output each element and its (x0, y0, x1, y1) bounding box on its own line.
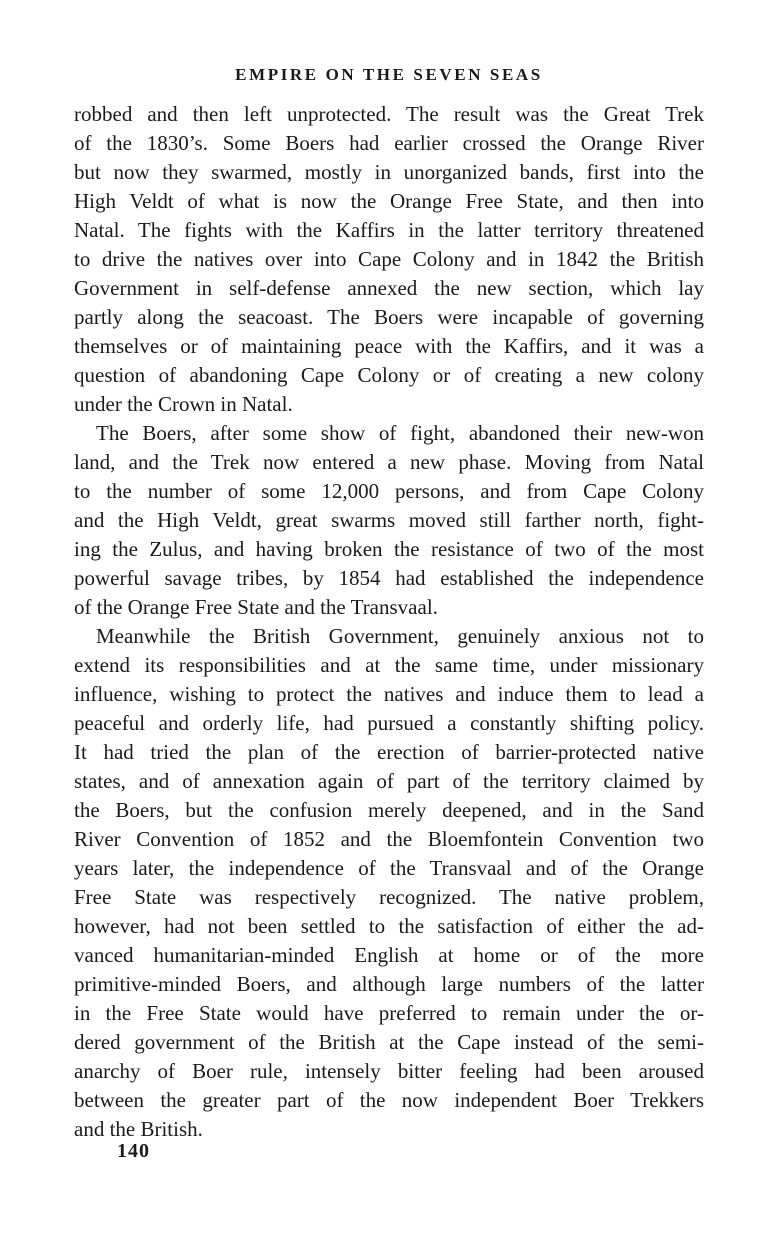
text-line: High Veldt of what is now the Orange Free State, and then into (74, 189, 704, 213)
running-head: EMPIRE ON THE SEVEN SEAS (235, 65, 543, 84)
text-line: to drive the natives over into Cape Colony and in 1842 the British (74, 247, 704, 271)
text-line: of the Orange Free State and the Transvaal. (74, 595, 438, 619)
text-line: River Convention of 1852 and the Bloemfontein Convention two (74, 827, 704, 851)
text-line: It had tried the plan of the erection of barrier-protected native (74, 740, 704, 764)
text-line: and the High Veldt, great swarms moved still farther north, fight- (74, 508, 704, 532)
paragraph-3 (74, 622, 704, 1144)
text-line: states, and of annexation again of part of the territory claimed by (74, 769, 704, 793)
text-line: vanced humanitarian-minded English at home or of the more (74, 943, 704, 967)
text-line: The Boers, after some show of fight, abandoned their new-won (96, 421, 704, 445)
text-line: Government in self-defense annexed the new section, which lay (74, 276, 704, 300)
text-line: in the Free State would have preferred to remain under the or- (74, 1001, 704, 1025)
text-line: but now they swarmed, mostly in unorganized bands, first into the (74, 160, 704, 184)
paragraph-2 (74, 419, 704, 622)
text-line: question of abandoning Cape Colony or of creating a new colony (74, 363, 704, 387)
text-line: influence, wishing to protect the natives and induce them to lead a (74, 682, 704, 706)
paragraph-1 (74, 100, 704, 419)
text-line: and the British. (74, 1117, 203, 1141)
text-line: the Boers, but the confusion merely deepened, and in the Sand (74, 798, 704, 822)
text-line: years later, the independence of the Transvaal and of the Orange (74, 856, 704, 880)
text-line: Natal. The fights with the Kaffirs in the latter territory threatened (74, 218, 704, 242)
text-line: of the 1830’s. Some Boers had earlier crossed the Orange River (74, 131, 704, 155)
text-line: dered government of the British at the Cape instead of the semi- (74, 1030, 704, 1054)
text-line: land, and the Trek now entered a new phase. Moving from Natal (74, 450, 704, 474)
book-page (74, 62, 704, 1144)
text-line: extend its responsibilities and at the same time, under missionary (74, 653, 704, 677)
text-line: between the greater part of the now independent Boer Trekkers (74, 1088, 704, 1112)
text-line: under the Crown in Natal. (74, 392, 293, 416)
text-line: to the number of some 12,000 persons, and from Cape Colony (74, 479, 704, 503)
text-line: peaceful and orderly life, had pursued a constantly shifting policy. (74, 711, 704, 735)
text-line: powerful savage tribes, by 1854 had established the independence (74, 566, 704, 590)
text-line: anarchy of Boer rule, intensely bitter feeling had been aroused (74, 1059, 704, 1083)
text-line: ing the Zulus, and having broken the resistance of two of the most (74, 537, 704, 561)
text-line: themselves or of maintaining peace with the Kaffirs, and it was a (74, 334, 704, 358)
text-line: primitive-minded Boers, and although large numbers of the latter (74, 972, 704, 996)
text-line: partly along the seacoast. The Boers were incapable of governing (74, 305, 704, 329)
page-number: 140 (117, 1140, 150, 1162)
text-line: Free State was respectively recognized. The native problem, (74, 885, 704, 909)
text-line: however, had not been settled to the satisfaction of either the ad- (74, 914, 704, 938)
text-line: Meanwhile the British Government, genuinely anxious not to (96, 624, 704, 648)
text-line: robbed and then left unprotected. The result was the Great Trek (74, 102, 704, 126)
